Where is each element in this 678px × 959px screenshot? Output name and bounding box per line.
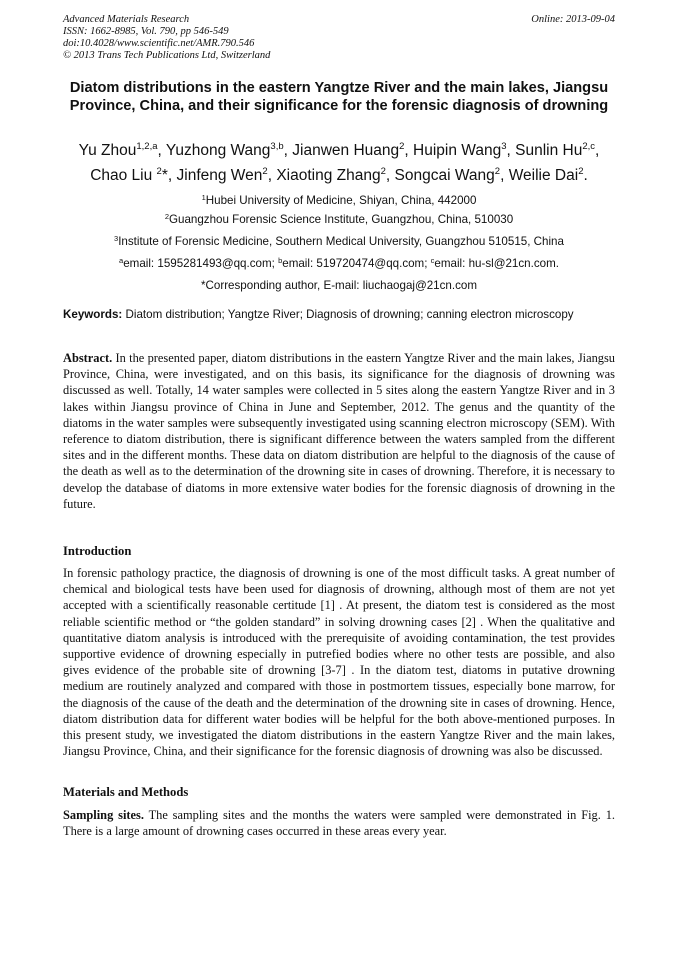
author: Jinfeng Wen [176, 167, 263, 184]
email-line: $^a$email: 1595281493@qq.com; $^b$email: 519720474@qq.com; $^c$email: hu-sl@21cn.com. [119, 256, 559, 270]
keywords [63, 308, 615, 322]
online-date: Online: 2013-09-04 [531, 14, 615, 25]
affiliation-1: $^1$Hubei University of Medicine, Shiyan, China, 442000 [201, 193, 477, 207]
keywords-label: Keywords: [63, 308, 123, 321]
affiliation-2: $^2$Guangzhou Forensic Science Institute, Guangzhou, China, 510030 [164, 212, 514, 226]
author: Yu Zhou [78, 142, 137, 159]
corresponding-author: *Corresponding author, E-mail: liuchaogaj@21cn.com [201, 279, 477, 292]
paper-title: Diatom distributions in the eastern Yangtze River and the main lakes, Jiangsu Province, China, and their significance for the forensic diagnosis of drowning [69, 80, 609, 114]
introduction-heading: Introduction [63, 544, 132, 558]
author: Weilie Dai [508, 167, 579, 184]
author-line-1: Yu Zhou$^{1,2,a}$, Yuzhong Wang$^{3,b}$, Jianwen Huang$^2$, Huipin Wang$^3$, Sunlin Hu$^{2,c}$, [78, 141, 600, 159]
author-line-2: Chao Liu $^2$*, Jinfeng Wen$^2$, Xiaoting Zhang$^2$, Songcai Wang$^2$, Weilie Dai$^2$. [90, 166, 588, 184]
doi: doi:10.4028/www.scientific.net/AMR.790.546 [63, 38, 255, 49]
running-header [63, 14, 615, 62]
abstract-text: In the presented paper, diatom distributions in the eastern Yangtze River and the main lakes, Jiangsu Province, China, were investigated, and on this basis, its significance for the diagnosis of drowning was discussed as well. Totally, 14 water samples were collected in 5 sites along the eastern Yangtze River and in 3 lakes within Jiangsu province of China in June and September, 2012. The genus and the quantity of the diatoms in the water samples were subsequently investigated using scanning electron microscopy (SEM). With reference to diatom distribution, there is significant difference between the waters sampled from the different sites and in the different months. These data on diatom distribution are helpful to the diagnosis of the cause of the death as well as to the determination of the drowning site in cases of drowning. Therefore, it is necessary to develop the database of diatoms in more extensive water bodies for the forensic diagnosis of drowning in the future. [63, 351, 615, 511]
journal-name: Advanced Materials Research [63, 14, 190, 25]
issn: ISSN: 1662-8985, Vol. 790, pp 546-549 [63, 26, 229, 37]
copyright: © 2013 Trans Tech Publications Ltd, Switzerland [63, 50, 271, 61]
author: Huipin Wang [413, 142, 502, 159]
author: Yuzhong Wang [165, 142, 271, 159]
author: Sunlin Hu [515, 142, 583, 159]
author: Songcai Wang [394, 167, 495, 184]
sampling-sites-text: The sampling sites and the months the waters were sampled were demonstrated in Fig. 1. There is a large amount of drowning cases occurred in these areas every year. [63, 808, 615, 839]
methods-text [63, 807, 615, 839]
author: Jianwen Huang [292, 142, 400, 159]
sampling-sites-label: Sampling sites. [63, 808, 144, 822]
abstract [63, 350, 615, 512]
keywords-text: Diatom distribution; Yangtze River; Diagnosis of drowning; canning electron microscopy [122, 308, 574, 321]
author: Xiaoting Zhang [276, 167, 381, 184]
introduction-text: In forensic pathology practice, the diagnosis of drowning is one of the most difficult tasks. A great number of chemical and biological tests have been used for diagnosis of drowning, although most of them are not yet accepted with a scientifically reasonable certitude [1] . At present, the diatom test is considered as the most reliable scientific method or “the golden standard” in solving drowning cases [2] . When the qualitative and quantitative diatom analysis is introduced with the prerequisite of avoiding contamination, the test provides supportive evidence of drowning especially in putrefied bodies where no other tests are possible, and also gives evidence of the probable site of drowning [3-7] . In the diatom test, diatoms in putative drowning medium are routinely analyzed and compared with those in postmortem tissues, especially bone marrow, for the diagnosis of the cause of the death and the determination of the drowning site in cases of drowning. Hence, diatom distribution data for different water bodies will be helpful for the both above-mentioned purposes. In this present study, we investigated the diatom distributions in the eastern Yangtze River and the main lakes, Jiangsu Province, China, and their significance for the forensic diagnosis of drowning was also be discussed. [63, 566, 615, 759]
methods-heading: Materials and Methods [63, 785, 189, 799]
author: Chao Liu [90, 167, 153, 184]
abstract-label: Abstract. [63, 351, 113, 365]
affiliation-3: $^3$Institute of Forensic Medicine, Southern Medical University, Guangzhou 510515, China [114, 234, 564, 248]
